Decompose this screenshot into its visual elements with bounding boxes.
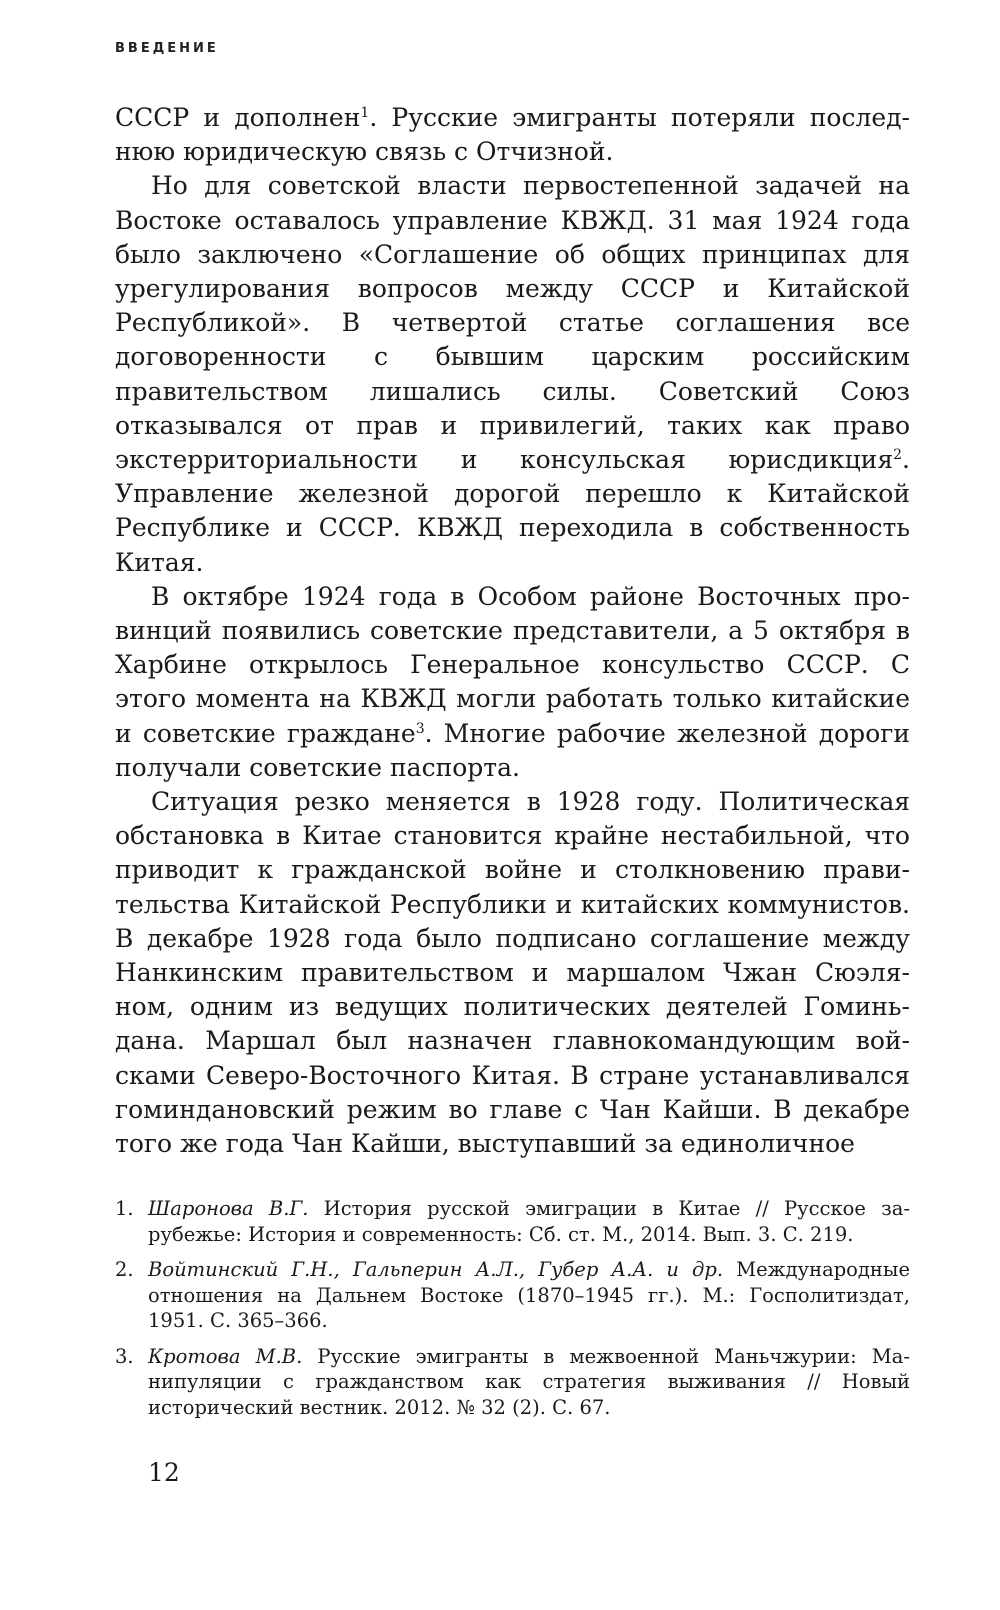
footnote-text: История русской эмиграции в Китае // Русское зарубежье: История и современность: Сб. ст. М., 2014. Вып. 3. С. 219. (148, 1197, 910, 1246)
footnote-text: Международные отношения на Дальнем Востоке (1870–1945 гг.). М.: Госполитиздат, 1951. С. 365–366. (148, 1258, 910, 1332)
footnote-number: 1. (115, 1197, 134, 1220)
footnote-2 (115, 1257, 910, 1334)
main-text (115, 101, 910, 1161)
footnote-reference-3[interactable]: 3 (415, 720, 425, 737)
footnote-text: Русские эмигранты в межвоенной Маньчжурии: Манипуляции с гражданством как стратегия выживания // Новый исторический вестник. 2012. № 32 (2). С. 67. (148, 1344, 910, 1419)
footnote-1 (115, 1196, 910, 1247)
footnote-author: Шаронова В.Г. (148, 1197, 309, 1220)
footnote-reference-1[interactable]: 1 (360, 105, 370, 121)
footnote-reference-2[interactable]: 2 (893, 447, 903, 464)
footnote-number: 3. (115, 1344, 134, 1368)
paragraph-text: . Управление железной дорогой перешло к Китайской Республике и СССР. КВЖД переходила в собственность Китая. (115, 445, 910, 577)
paragraph-2 (115, 169, 910, 579)
footnote-number: 2. (115, 1258, 134, 1281)
paragraph-text: В октябре 1924 года в Особом районе Восточных провинций появились советские представители, а 5 октября в Харбине открылось Генеральное консульство СССР. С этого момента на КВЖД могли работать только китайские и советские граждане (115, 581, 910, 748)
footnote-3 (115, 1344, 910, 1421)
paragraph-1 (115, 101, 910, 169)
footnote-author: Войтинский Г.Н., Гальперин А.Л., Губер А.А. и др. (148, 1258, 724, 1281)
paragraph-text: . Многие рабочие железной дороги получали советские паспорта. (115, 718, 911, 782)
paragraph-4 (115, 785, 910, 1161)
footnotes-section (115, 1196, 910, 1430)
running-title: ВВЕДЕНИЕ (115, 41, 219, 56)
paragraph-text: Но для советской власти первостепенной задачей на Востоке оставалось управление КВЖД. 31 мая 1924 года было заключено «Соглашение об общих принципах для урегулирования вопросов между СССР и Китайской Республикой». В четвертой статье соглашения все договоренности с бывшим царским российским правительством лишались силы. Советский Союз отказывался от прав и привилегий, таких как право экстерриториальности и консульская юрисдикция (115, 171, 910, 475)
paragraph-text: . Русские эмигранты потеряли последнюю юридическую связь с Отчизной. (115, 103, 910, 167)
page-number: 12 (148, 1458, 180, 1487)
paragraph-text: Ситуация резко меняется в 1928 году. Политическая обстановка в Китае становится крайне нестабильной, что приводит к гражданской войне и столкновению правительства Китайской Республики и китайских коммунистов. В декабре 1928 года было подписано соглашение между Нанкинским правительством и маршалом Чжан Сюэляном, одним из ведущих политических деятелей Гоминьдана. Маршал был назначен главнокомандующим войсками Северо-Восточного Китая. В стране устанавливался гоминдановский режим во главе с Чан Кайши. В декабре того же года Чан Кайши, выступавший за единоличное (115, 787, 910, 1159)
footnote-author: Кротова М.В. (148, 1344, 303, 1368)
paragraph-3 (115, 580, 910, 785)
paragraph-text: СССР и дополнен (115, 103, 361, 132)
